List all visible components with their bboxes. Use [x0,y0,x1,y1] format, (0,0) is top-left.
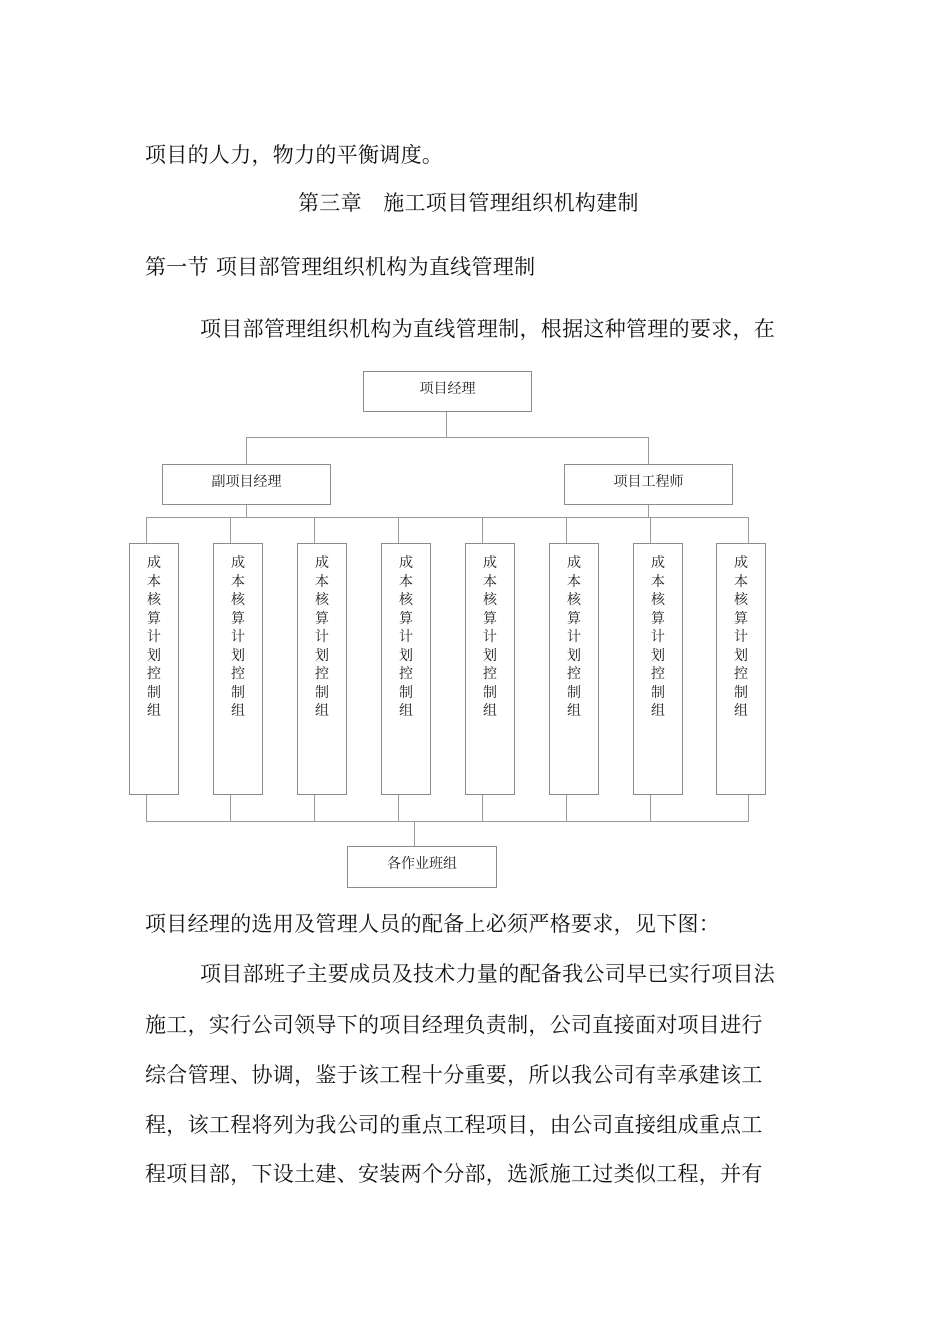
cost-control-group-box [129,543,179,795]
paragraph-line: 施工，实行公司领导下的项目经理负责制，公司直接面对项目进行 [145,1013,763,1037]
box-label: 副项目经理 [211,474,282,490]
box-label: 成本核算计划控制组 [399,555,413,719]
connector [650,517,651,544]
work-teams-box [347,846,497,888]
cost-control-group-box [297,543,347,795]
paragraph-line: 项目经理的选用及管理人员的配备上必须严格要求，见下图： [145,912,721,936]
box-label: 成本核算计划控制组 [651,555,665,719]
connector [146,821,749,822]
box-label: 成本核算计划控制组 [231,555,245,719]
paragraph-line: 项目部班子主要成员及技术力量的配备我公司早已实行项目法 [200,962,776,986]
connector [146,517,147,544]
section-title: 第一节 项目部管理组织机构为直线管理制 [145,255,536,279]
box-label: 项目经理 [419,381,476,397]
box-label: 成本核算计划控制组 [734,555,748,719]
connector [482,794,483,822]
cost-control-group-box [465,543,515,795]
paragraph-line: 程项目部，下设土建、安装两个分部，选派施工过类似工程，并有 [145,1162,763,1186]
connector [650,794,651,822]
connector [398,517,399,544]
connector [446,411,447,438]
paragraph-line: 项目部管理组织机构为直线管理制，根据这种管理的要求，在 [200,317,776,341]
box-label: 成本核算计划控制组 [483,555,497,719]
box-label: 项目工程师 [613,474,684,490]
project-manager-box [363,371,532,412]
connector [648,504,649,518]
deputy-manager-box [162,464,331,505]
box-label: 成本核算计划控制组 [315,555,329,719]
connector [482,517,483,544]
cost-control-group-box [381,543,431,795]
paragraph-line: 综合管理、协调，鉴于该工程十分重要，所以我公司有幸承建该工 [145,1063,763,1087]
paragraph-line: 程，该工程将列为我公司的重点工程项目，由公司直接组成重点工 [145,1113,763,1137]
cost-control-group-box [213,543,263,795]
connector [246,504,247,518]
connector [146,517,749,518]
chapter-title: 第三章 施工项目管理组织机构建制 [298,191,639,215]
connector [566,794,567,822]
connector [246,437,649,438]
box-label: 成本核算计划控制组 [147,555,161,719]
paragraph-line: 项目的人力，物力的平衡调度。 [145,143,444,167]
connector [748,517,749,544]
connector [414,821,415,847]
connector [566,517,567,544]
project-engineer-box [564,464,733,505]
connector [648,437,649,465]
connector [748,794,749,822]
connector [314,794,315,822]
connector [246,437,247,465]
connector [146,794,147,822]
connector [230,794,231,822]
box-label: 各作业班组 [387,856,457,872]
cost-control-group-box [716,543,766,795]
connector [398,794,399,822]
cost-control-group-box [549,543,599,795]
connector [230,517,231,544]
cost-control-group-box [633,543,683,795]
connector [314,517,315,544]
box-label: 成本核算计划控制组 [567,555,581,719]
